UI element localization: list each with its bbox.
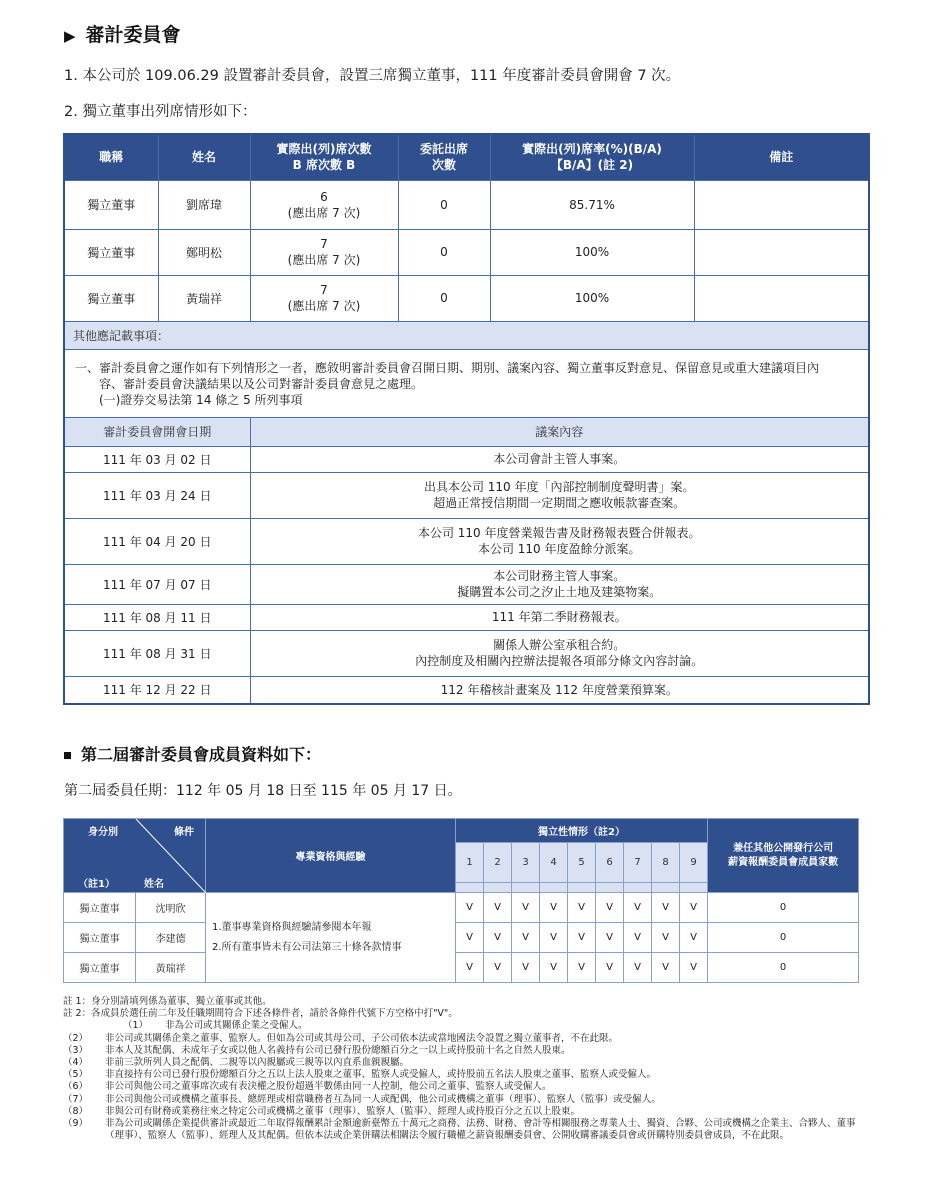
header-remark: 備註 — [694, 134, 869, 180]
meeting-content-line: 本公司會計主管人事案。 — [493, 452, 626, 466]
footnote-item-num: （9） — [63, 1118, 89, 1130]
cell-title: 獨立董事 — [64, 229, 158, 275]
check-mark: V — [568, 893, 596, 923]
cell-name: 鄭明松 — [158, 229, 250, 275]
table-row — [64, 275, 869, 321]
member-identity: 獨立董事 — [64, 893, 136, 923]
footnote-item — [63, 1106, 873, 1118]
header-qualification: 專業資格與經驗 — [206, 819, 456, 893]
cell-name: 黃瑞祥 — [158, 275, 250, 321]
member-name: 黃瑞祥 — [136, 953, 206, 983]
section-title-audit-committee — [64, 20, 181, 47]
cell-remark — [694, 275, 869, 321]
check-mark: V — [624, 923, 652, 953]
header-proxy-line2: 次數 — [431, 158, 456, 173]
check-mark: V — [540, 953, 568, 983]
footnote-item-text: 非為公司或其關係企業之受僱人。 — [165, 1020, 308, 1032]
table-row — [64, 446, 869, 472]
table-row — [64, 564, 869, 604]
check-mark: V — [540, 893, 568, 923]
check-mark: V — [456, 893, 484, 923]
meeting-content-line: 本公司 110 年度盈餘分派案。 — [477, 542, 641, 556]
meeting-header-date: 審計委員會開會日期 — [64, 417, 250, 446]
cell-required: (應出席 7 次) — [287, 299, 361, 313]
meeting-date: 111 年 04 月 20 日 — [64, 518, 250, 564]
section-title-text: 審計委員會 — [85, 24, 181, 46]
check-mark: V — [680, 893, 708, 923]
member-header-row-1 — [64, 819, 859, 843]
cell-actual — [250, 229, 398, 275]
table-row — [64, 180, 869, 229]
header-concurrent-line1: 兼任其他公開發行公司 — [733, 842, 834, 854]
concurrent-count: 0 — [708, 953, 859, 983]
cell-proxy: 0 — [398, 275, 490, 321]
footnote-item-text: 非為公司或關係企業提供審計或最近二年取得報酬累計金額逾新臺幣五十萬元之商務、法務、財務、會計等相關服務之專業人士、獨資、合夥、公司或機構之企業主、合夥人、董事（理事）、監察人（監事）、經理人及其配偶。但依本法或企業併購法相關法令履行職權之薪資報酬委員會、公開收購審議委員會或併購特別委員會成員，不在此限。 — [105, 1118, 856, 1142]
cell-required: (應出席 7 次) — [287, 205, 361, 220]
check-mark: V — [568, 953, 596, 983]
header-rate-line1: 實際出(列)席率(%)(B/A) — [522, 142, 662, 157]
meeting-date: 111 年 08 月 31 日 — [64, 630, 250, 676]
meeting-header-row — [64, 417, 869, 446]
header-title: 職稱 — [64, 134, 158, 180]
member-name: 沈明欣 — [136, 893, 206, 923]
paragraph-item-1: 1. 本公司於 109.06.29 設置審計委員會，設置三席獨立董事，111 年度審計委員會開會 7 次。 — [64, 68, 681, 84]
cell-remark — [694, 180, 869, 229]
cell-rate: 100% — [490, 229, 694, 275]
cell-required: (應出席 7 次) — [287, 253, 361, 267]
check-mark: V — [680, 923, 708, 953]
header-identity: 身分別 — [88, 827, 118, 838]
footnote-item-num: （1） — [123, 1020, 149, 1032]
cell-name: 劉席瑋 — [158, 180, 250, 229]
meeting-content — [250, 676, 869, 704]
meeting-content-line: 出具本公司 110 年度「內部控制制度聲明書」案。 — [423, 480, 695, 494]
table-row — [64, 953, 859, 983]
meeting-date: 111 年 08 月 11 日 — [64, 604, 250, 630]
table-row — [64, 229, 869, 275]
check-mark: V — [484, 893, 512, 923]
header-proxy-line1: 委託出席 — [419, 142, 468, 157]
meeting-content-line: 超過正常授信期間一定期間之應收帳款審查案。 — [433, 496, 686, 510]
footnote-item-text: 非公司與他公司或機構之董事長、總經理或相當職務者互為同一人或配偶，他公司或機構之董事（理事）、監察人（監事）或受僱人。 — [105, 1093, 661, 1105]
cell-title: 獨立董事 — [64, 180, 158, 229]
footnote-item-num: （7） — [63, 1093, 89, 1105]
square-bullet-icon — [64, 752, 71, 759]
footnote-item-num: （2） — [63, 1032, 89, 1044]
footnote-item — [63, 1118, 873, 1142]
note-line-2: 容、審計委員會決議結果以及公司對審計委員會意見之處理。 — [99, 377, 424, 391]
footnote-item — [63, 1033, 873, 1045]
cell-rate: 100% — [490, 275, 694, 321]
meeting-date: 111 年 03 月 24 日 — [64, 472, 250, 518]
meeting-content-line: 112 年稽核計畫案及 112 年度營業預算案。 — [440, 682, 678, 697]
meeting-content — [250, 564, 869, 604]
table-row — [64, 893, 859, 923]
note-block — [64, 349, 869, 417]
independence-number: 9 — [680, 843, 708, 883]
header-name: 姓名 — [158, 134, 250, 180]
check-mark: V — [624, 893, 652, 923]
meeting-content — [250, 472, 869, 518]
concurrent-count: 0 — [708, 923, 859, 953]
independence-number: 8 — [652, 843, 680, 883]
cell-rate: 85.71% — [490, 180, 694, 229]
table-row — [64, 518, 869, 564]
footnote-item-num: （3） — [63, 1044, 89, 1056]
cell-actual — [250, 180, 398, 229]
table-row — [64, 472, 869, 518]
meeting-content — [250, 518, 869, 564]
header-name: 姓名 — [144, 879, 164, 890]
footnote-item-num: （5） — [63, 1069, 89, 1081]
check-mark: V — [456, 953, 484, 983]
member-name: 李建德 — [136, 923, 206, 953]
check-mark: V — [512, 893, 540, 923]
check-mark: V — [652, 953, 680, 983]
check-mark: V — [596, 953, 624, 983]
meeting-content — [250, 630, 869, 676]
meeting-date: 111 年 03 月 02 日 — [64, 446, 250, 472]
footnote-item-num: （6） — [63, 1081, 89, 1093]
cell-actual-count: 6 — [320, 189, 328, 204]
table-row — [64, 923, 859, 953]
diagonal-header-cell — [64, 819, 206, 893]
header-concurrent-line2: 薪資報酬委員會成員家數 — [728, 856, 839, 868]
other-items-row — [64, 321, 869, 349]
attendance-table — [63, 133, 870, 705]
independence-number: 1 — [456, 843, 484, 883]
check-mark: V — [540, 923, 568, 953]
meeting-content-line: 本公司 110 年度營業報告書及財務報表暨合併報表。 — [417, 526, 701, 540]
qualification-line2: 2.所有董事皆未有公司法第三十條各款情事 — [212, 941, 402, 953]
triangle-bullet-icon: ▶ — [64, 27, 76, 45]
footnote-item — [63, 1045, 873, 1057]
meeting-content-line: 111 年第二季財務報表。 — [491, 610, 627, 624]
header-proxy — [398, 134, 490, 180]
check-mark: V — [652, 923, 680, 953]
member-table — [63, 818, 859, 983]
table-row — [64, 676, 869, 704]
header-rate — [490, 134, 694, 180]
meeting-date: 111 年 12 月 22 日 — [64, 676, 250, 704]
cell-actual-count: 7 — [320, 283, 328, 297]
meeting-content — [250, 604, 869, 630]
footnotes — [63, 996, 873, 1142]
note-row — [64, 349, 869, 417]
footnote-item — [63, 1020, 873, 1032]
check-mark: V — [484, 923, 512, 953]
check-mark: V — [512, 923, 540, 953]
footnote-item-num: （4） — [63, 1057, 89, 1069]
footnote-item — [63, 1069, 873, 1081]
independence-number: 5 — [568, 843, 596, 883]
check-mark: V — [680, 953, 708, 983]
note-line-1: 一、審計委員會之運作如有下列情形之一者，應敘明審計委員會召開日期、期別、議案內容、獨立董事反對意見、保留意見或重大建議項目內 — [75, 361, 820, 375]
independence-number: 6 — [596, 843, 624, 883]
table-row — [64, 630, 869, 676]
qualification-line1: 1.董事專業資格與經驗請參閱本年報 — [212, 921, 372, 933]
footnote-item — [63, 1057, 873, 1069]
footnote-item-text: 非前三款所列人員之配偶、二親等以內親屬或三親等以內直系血親親屬。 — [105, 1057, 410, 1069]
check-mark: V — [624, 953, 652, 983]
footnote-1: 註 1：身分別請填列係為董事、獨立董事或其他。 — [63, 996, 272, 1007]
independence-number: 2 — [484, 843, 512, 883]
section2-title-text: 第二屆審計委員會成員資料如下： — [81, 745, 322, 764]
meeting-content — [250, 446, 869, 472]
meeting-content-line: 擬購置本公司之汐止土地及建築物案。 — [457, 585, 662, 599]
header-actual-line2: B 席次數 B — [292, 158, 356, 173]
cell-proxy: 0 — [398, 229, 490, 275]
other-items-label: 其他應記載事項： — [64, 321, 869, 349]
header-concurrent — [708, 819, 859, 893]
cell-remark — [694, 229, 869, 275]
committee-term: 第二屆委員任期：112 年 05 月 18 日至 115 年 05 月 17 日。 — [64, 783, 462, 799]
footnote-item-text: 非公司或其關係企業之董事、監察人。但如為公司或其母公司、子公司依本法或當地國法令設置之獨立董事者，不在此限。 — [105, 1032, 619, 1044]
member-identity: 獨立董事 — [64, 923, 136, 953]
check-mark: V — [652, 893, 680, 923]
footnote-item — [63, 1081, 873, 1093]
footnote-item — [63, 1094, 873, 1106]
cell-title: 獨立董事 — [64, 275, 158, 321]
independence-number: 7 — [624, 843, 652, 883]
meeting-date: 111 年 07 月 07 日 — [64, 564, 250, 604]
check-mark: V — [596, 893, 624, 923]
header-note1: （註1） — [78, 879, 115, 890]
check-mark: V — [484, 953, 512, 983]
footnote-2: 註 2：各成員於選任前二年及任職期間符合下述各條件者，請於各條件代號下方空格中打"V"。 — [63, 1008, 458, 1020]
footnote-item-text: 非本人及其配偶、未成年子女或以他人名義持有公司已發行股份總額百分之一以上或持股前十名之自然人股東。 — [105, 1044, 571, 1056]
check-mark: V — [568, 923, 596, 953]
qualification-text — [206, 893, 456, 983]
header-actual-line1: 實際出(列)席次數 — [276, 142, 372, 157]
attendance-header-row — [64, 134, 869, 180]
independence-number: 4 — [540, 843, 568, 883]
check-mark: V — [456, 923, 484, 953]
footnote-item-text: 非與公司有財務或業務往來之特定公司或機構之董事（理事）、監察人（監事）、經理人或持股百分之五以上股東。 — [105, 1105, 581, 1117]
meeting-content-line: 本公司財務主管人事案。 — [493, 569, 626, 583]
cell-actual-count: 7 — [320, 237, 328, 251]
header-condition: 條件 — [174, 827, 194, 838]
check-mark: V — [512, 953, 540, 983]
header-rate-line2: 【B/A】(註 2) — [550, 158, 634, 173]
concurrent-count: 0 — [708, 893, 859, 923]
independence-number: 3 — [512, 843, 540, 883]
footnote-item-text: 非公司與他公司之董事席次或有表決權之股份超過半數係由同一人控制，他公司之董事、監察人或受僱人。 — [105, 1081, 552, 1093]
cell-proxy: 0 — [398, 180, 490, 229]
cell-actual — [250, 275, 398, 321]
footnote-item-num: （8） — [63, 1105, 89, 1117]
member-identity: 獨立董事 — [64, 953, 136, 983]
check-mark: V — [596, 923, 624, 953]
footnote-item-text: 非直接持有公司已發行股份總額百分之五以上法人股東之董事、監察人或受僱人，或持股前五名法人股東之董事、監察人或受僱人。 — [105, 1069, 657, 1081]
header-actual — [250, 134, 398, 180]
paragraph-item-2: 2. 獨立董事出列席情形如下： — [64, 104, 257, 120]
header-independence: 獨立性情形（註2） — [456, 819, 708, 843]
section2-title — [64, 742, 321, 765]
note-line-3: (一)證券交易法第 14 條之 5 所列事項 — [99, 393, 303, 407]
meeting-content-line: 內控制度及相關內控辦法提報各項部分條文內容討論。 — [415, 654, 704, 668]
table-row — [64, 604, 869, 630]
meeting-content-line: 關係人辦公室承租合約。 — [493, 638, 626, 652]
meeting-header-content: 議案內容 — [250, 417, 869, 446]
